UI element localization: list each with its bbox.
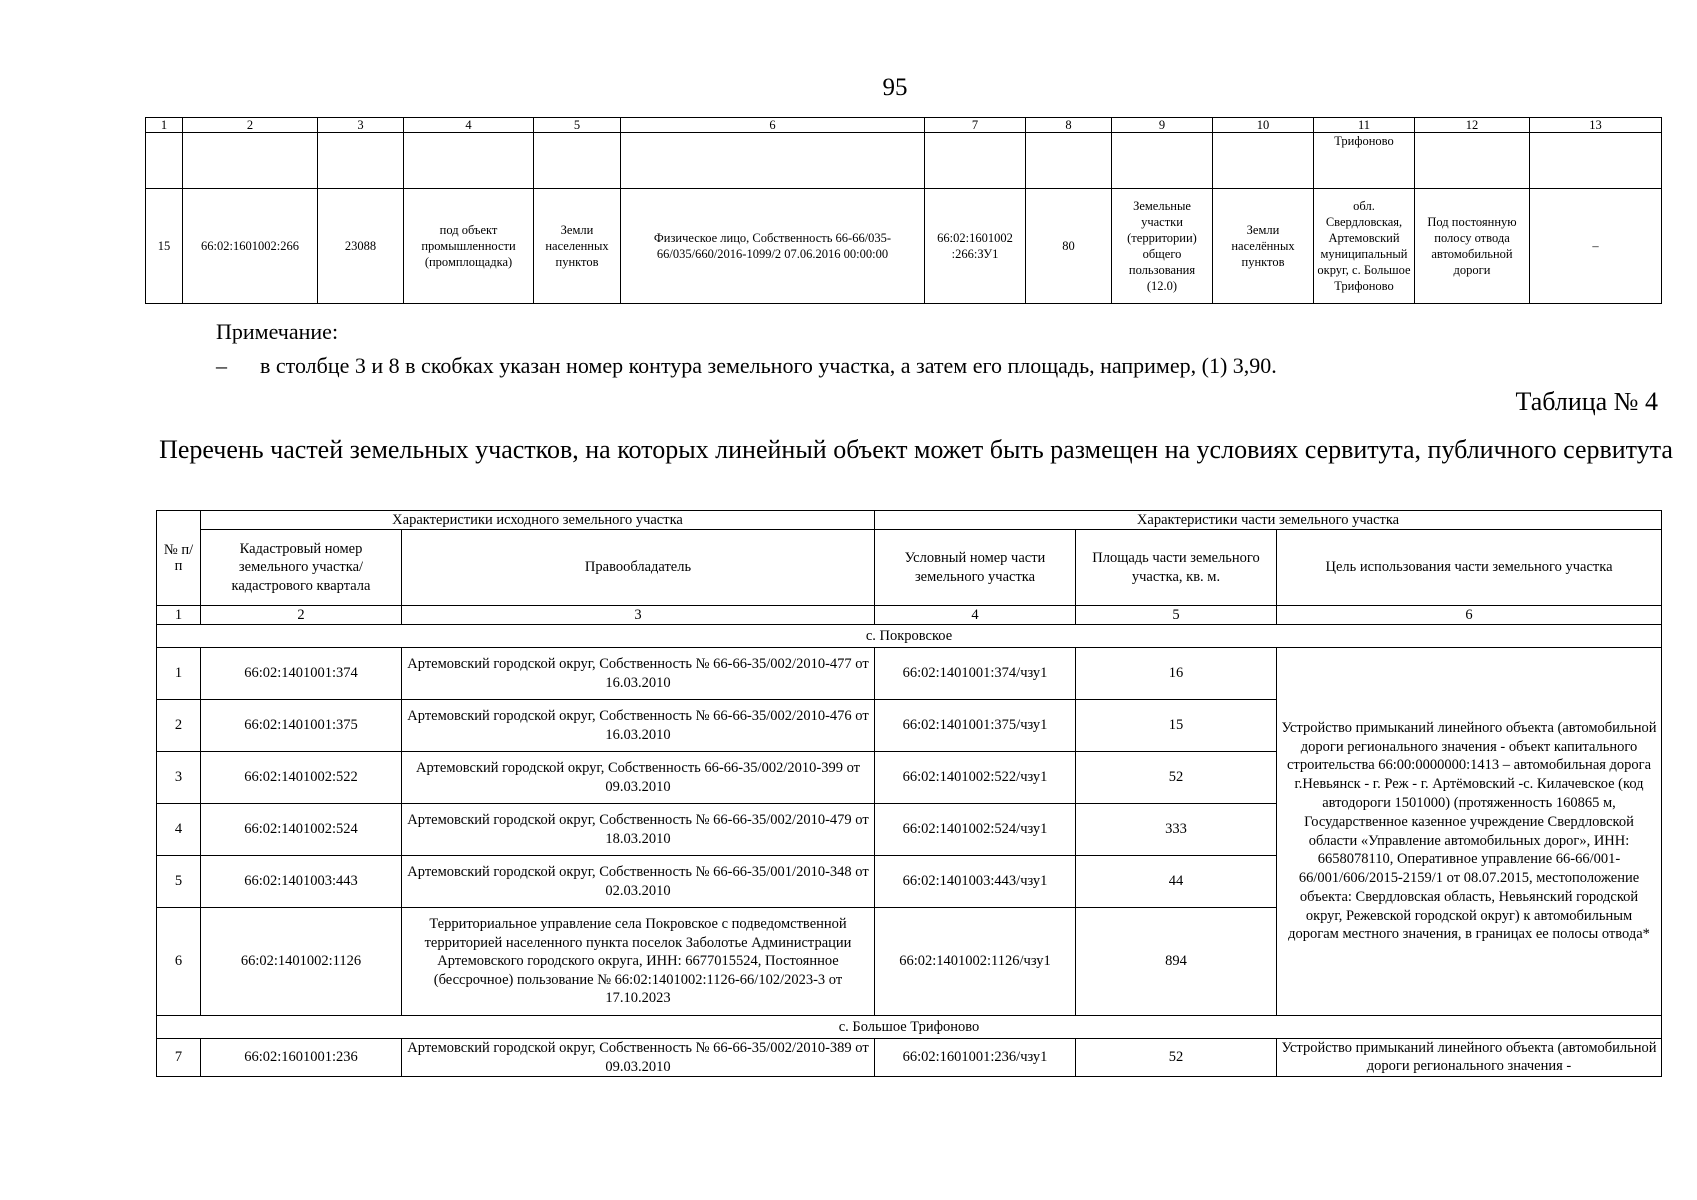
part-number: 66:02:1401002:1126/чзу1 (875, 908, 1076, 1016)
table1-header-cell: 12 (1415, 118, 1530, 133)
table-cell: 80 (1026, 189, 1112, 304)
table-cell (1112, 133, 1213, 189)
section-title: с. Покровское (157, 625, 1662, 648)
table-cell: Трифоново (1314, 133, 1415, 189)
column-number: 3 (402, 606, 875, 625)
col-number-header: № п/ п (157, 511, 201, 606)
part-number: 66:02:1401001:375/чзу1 (875, 700, 1076, 752)
section-row (157, 625, 1662, 648)
column-number: 5 (1076, 606, 1277, 625)
purpose: Устройство примыканий линейного объекта (автомобильной дороги регионального значения - объект капитального строительства 66:00:0000000:1413 – автомобильная дорога г.Невьянск - г. Реж - г. Артёмовский -с. Килачевское (код автодороги 1501000) (протяженность 160865 м, Государственное казенное учреждение Свердловской области «Управление автомобильных дорог», ИНН: 6658078110, Оперативное управление 66-66/001-66/001/606/2015-2159/1 от 08.07.2015, местоположение объекта: Свердловская область, Невьянский городской округ, Режевской городской округ) к автомобильным дорогам местного значения, в границах ее полосы отвода* (1277, 648, 1662, 1016)
note-text: в столбце 3 и 8 в скобках указан номер контура земельного участка, а затем его площадь, например, (1) 3,90. (260, 353, 1277, 378)
column-number: 6 (1277, 606, 1662, 625)
table-row (157, 648, 1662, 700)
part-number: 66:02:1601001:236/чзу1 (875, 1039, 1076, 1077)
part-number: 66:02:1401001:374/чзу1 (875, 648, 1076, 700)
note-dash: – (216, 353, 227, 378)
cadastral-number: 66:02:1601001:236 (201, 1039, 402, 1077)
owner: Территориальное управление села Покровское с подведомственной территорией населенного пункта поселок Заболотье Администрации Артемовского городского округа, ИНН: 6677015524, Постоянное (бессрочное) пользование № 66:02:1401002:1126-66/102/2023-3 от 17.10.2023 (402, 908, 875, 1016)
table1-header-cell: 3 (318, 118, 404, 133)
table-cell (1026, 133, 1112, 189)
table1-header-cell: 13 (1530, 118, 1662, 133)
area: 52 (1076, 1039, 1277, 1077)
cadastral-number: 66:02:1401002:1126 (201, 908, 402, 1016)
table1-header-cell: 9 (1112, 118, 1213, 133)
section-row (157, 1016, 1662, 1039)
document-title: Перечень частей земельных участков, на которых линейный объект может быть размещен на условиях сервитута, публичного сервитута (159, 435, 1673, 464)
table-cell: обл. Свердловская, Артемовский муниципальный округ, с. Большое Трифоново (1314, 189, 1415, 304)
row-number: 3 (157, 752, 201, 804)
table-cell (318, 133, 404, 189)
note-item (216, 349, 1277, 383)
row-number: 7 (157, 1039, 201, 1077)
owner: Артемовский городской округ, Собственность № 66-66-35/002/2010-389 от 09.03.2010 (402, 1039, 875, 1077)
cadastral-number: 66:02:1401003:443 (201, 856, 402, 908)
col-area-header: Площадь части земельного участка, кв. м. (1076, 530, 1277, 606)
column-number: 2 (201, 606, 402, 625)
table-cell (1213, 133, 1314, 189)
table-label: Таблица № 4 (1515, 387, 1658, 416)
table1-column-numbers (146, 118, 1662, 133)
table1-header-cell: 2 (183, 118, 318, 133)
table-cell: 66:02:1601002 :266:ЗУ1 (925, 189, 1026, 304)
section-title: с. Большое Трифоново (157, 1016, 1662, 1039)
area: 44 (1076, 856, 1277, 908)
table-cell: 23088 (318, 189, 404, 304)
table-cell (146, 133, 183, 189)
table-cell (534, 133, 621, 189)
table-cell: Земли населённых пунктов (1213, 189, 1314, 304)
group-header-original: Характеристики исходного земельного участка (201, 511, 875, 530)
cadastral-number: 66:02:1401002:524 (201, 804, 402, 856)
column-number: 1 (157, 606, 201, 625)
table1-header-cell: 10 (1213, 118, 1314, 133)
cadastral-number: 66:02:1601002:266 (183, 189, 318, 304)
table-cell: Земельные участки (территории) общего пользования (12.0) (1112, 189, 1213, 304)
area: 16 (1076, 648, 1277, 700)
table-cell: под объект промышленности (промплощадка) (404, 189, 534, 304)
row-number: 15 (146, 189, 183, 304)
table1-header-cell: 6 (621, 118, 925, 133)
area: 894 (1076, 908, 1277, 1016)
col-purpose-header: Цель использования части земельного участка (1277, 530, 1662, 606)
table1-header-cell: 1 (146, 118, 183, 133)
table-cell (183, 133, 318, 189)
row-number: 2 (157, 700, 201, 752)
group-header-part: Характеристики части земельного участка (875, 511, 1662, 530)
table-cell: Земли населенных пунктов (534, 189, 621, 304)
area: 333 (1076, 804, 1277, 856)
table2-column-numbers (157, 606, 1662, 625)
note-title: Примечание: (216, 319, 339, 344)
cadastral-number: 66:02:1401002:522 (201, 752, 402, 804)
owner: Артемовский городской округ, Собственность № 66-66-35/001/2010-348 от 02.03.2010 (402, 856, 875, 908)
table1-row-15 (146, 189, 1662, 304)
owner: Артемовский городской округ, Собственность № 66-66-35/002/2010-479 от 18.03.2010 (402, 804, 875, 856)
owner: Артемовский городской округ, Собственность № 66-66-35/002/2010-476 от 16.03.2010 (402, 700, 875, 752)
cadastral-number: 66:02:1401001:374 (201, 648, 402, 700)
part-number: 66:02:1401003:443/чзу1 (875, 856, 1076, 908)
col-owner-header: Правообладатель (402, 530, 875, 606)
table2-header-groups (157, 511, 1662, 530)
table-cell: – (1530, 189, 1662, 304)
area: 15 (1076, 700, 1277, 752)
owner: Артемовский городской округ, Собственность 66-66-35/002/2010-399 от 09.03.2010 (402, 752, 875, 804)
note (216, 315, 1277, 383)
page-number: 95 (882, 74, 908, 101)
part-number: 66:02:1401002:522/чзу1 (875, 752, 1076, 804)
table1-header-cell: 7 (925, 118, 1026, 133)
row-number: 6 (157, 908, 201, 1016)
table-cell (1530, 133, 1662, 189)
table1-header-cell: 5 (534, 118, 621, 133)
row-number: 5 (157, 856, 201, 908)
table1-header-cell: 4 (404, 118, 534, 133)
cadastral-number: 66:02:1401001:375 (201, 700, 402, 752)
row-number: 1 (157, 648, 201, 700)
col-part-number-header: Условный номер части земельного участка (875, 530, 1076, 606)
col-cadastral-header: Кадастровый номер земельного участка/кадастрового квартала (201, 530, 402, 606)
table-cell: Физическое лицо, Собственность 66-66/035-66/035/660/2016-1099/2 07.06.2016 00:00:00 (621, 189, 925, 304)
table-cell: Под постоянную полосу отвода автомобильной дороги (1415, 189, 1530, 304)
servitude-table (156, 510, 1662, 1077)
column-number: 4 (875, 606, 1076, 625)
row-number: 4 (157, 804, 201, 856)
owner: Артемовский городской округ, Собственность № 66-66-35/002/2010-477 от 16.03.2010 (402, 648, 875, 700)
area: 52 (1076, 752, 1277, 804)
table2-header-columns (157, 530, 1662, 606)
table-row (157, 1039, 1662, 1077)
table-continued (145, 117, 1662, 304)
table1-header-cell: 8 (1026, 118, 1112, 133)
table-cell (404, 133, 534, 189)
table1-header-cell: 11 (1314, 118, 1415, 133)
table1-continuation-row (146, 133, 1662, 189)
purpose: Устройство примыканий линейного объекта (автомобильной дороги регионального значения - (1277, 1039, 1662, 1077)
part-number: 66:02:1401002:524/чзу1 (875, 804, 1076, 856)
table-cell (1415, 133, 1530, 189)
table-cell (925, 133, 1026, 189)
table-cell (621, 133, 925, 189)
